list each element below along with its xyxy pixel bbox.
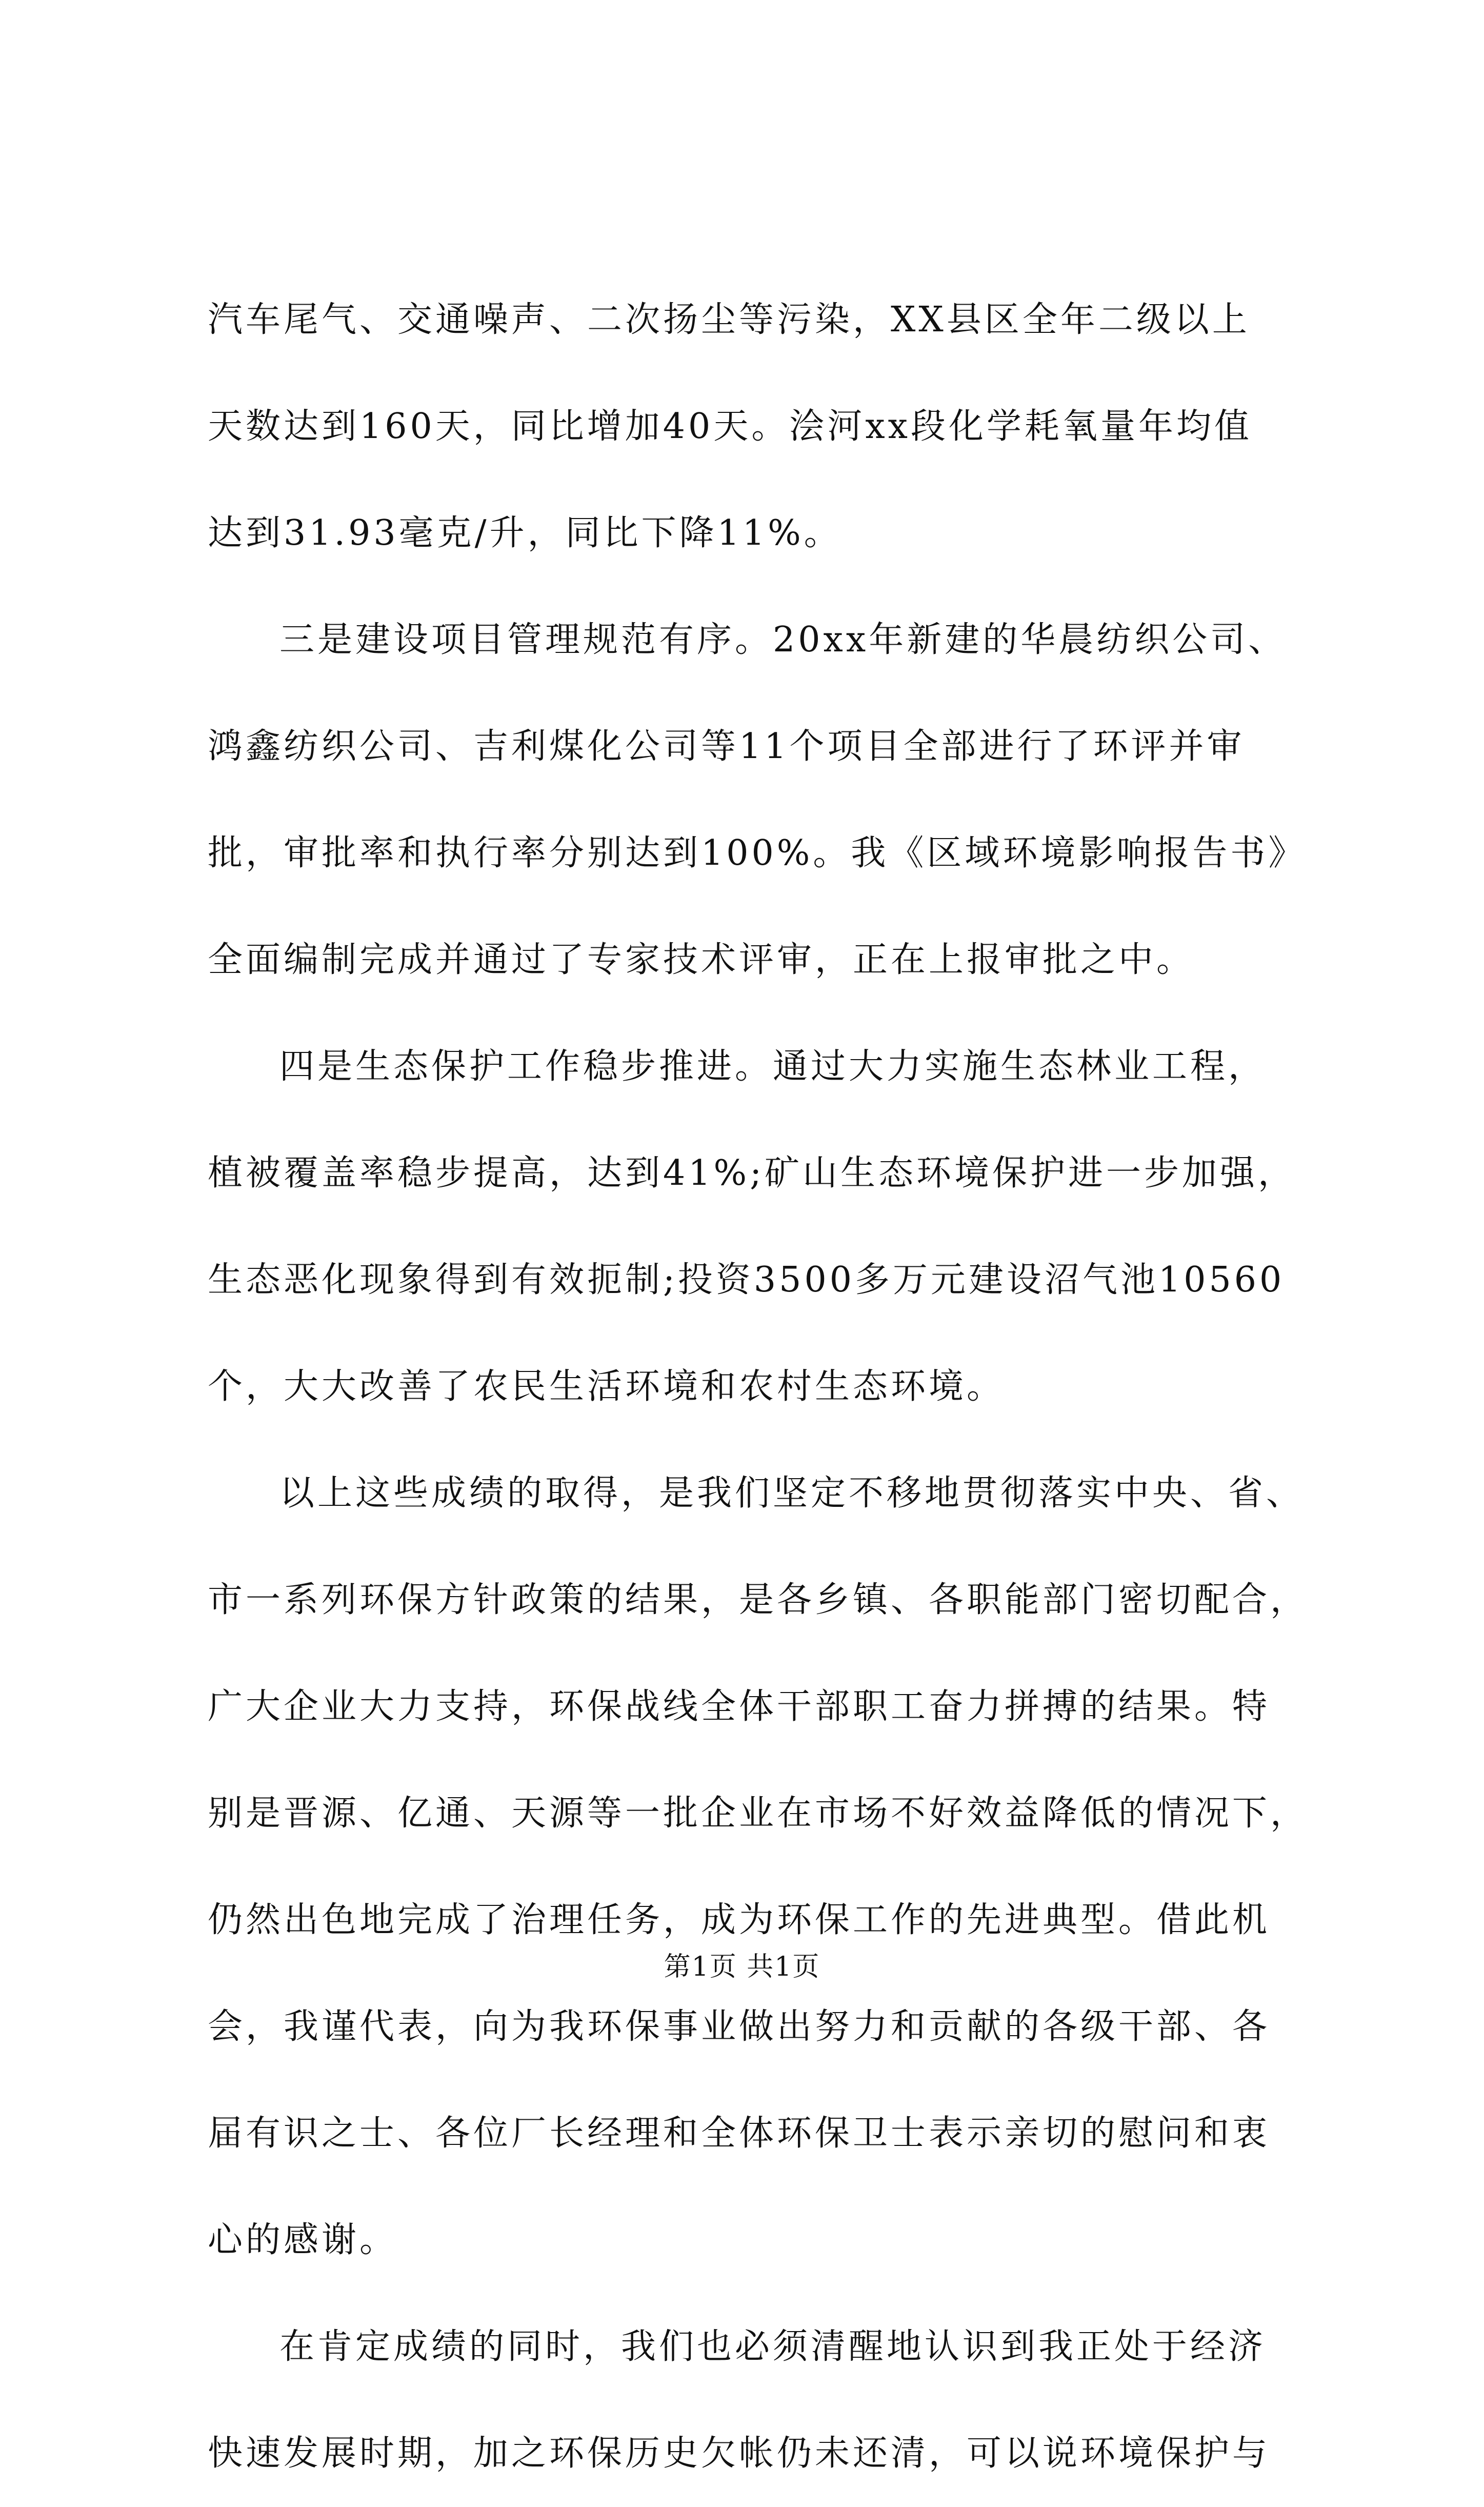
text-line: 达到31.93毫克/升，同比下降11%。 <box>208 513 842 553</box>
page-footer <box>0 1949 1484 1985</box>
page-number-label: 第1页 共1页 <box>664 1952 820 1982</box>
text-line: 市一系列环保方针政策的结果，是各乡镇、各职能部门密切配合， <box>208 1580 1309 1620</box>
paragraph-first-line: 在肯定成绩的同时，我们也必须清醒地认识到我正处于经济 <box>279 2326 1267 2367</box>
text-line: 心的感谢。 <box>208 2220 398 2260</box>
text-line: 快速发展时期，加之环保历史欠帐仍未还清，可以说环境保护与 <box>208 2433 1271 2474</box>
text-line: 汽车尾气、交通噪声、二次扬尘等污染，XX县区全年二级以上 <box>208 300 1250 340</box>
text-line: 届有识之士、各位厂长经理和全体环保卫士表示亲切的慰问和衷 <box>208 2113 1271 2154</box>
document-body <box>208 267 1309 2507</box>
text-line: 会，我谨代表，向为我环保事业做出努力和贡献的各级干部、各 <box>208 2006 1271 2047</box>
text-line: 批，审批率和执行率分别达到100%。我《区域环境影响报告书》 <box>208 833 1307 873</box>
text-line: 生态恶化现象得到有效扼制;投资3500多万元建设沼气池10560 <box>208 1260 1285 1300</box>
text-line: 鸿鑫纺织公司、吉利煤化公司等11个项目全部进行了环评并审 <box>208 726 1245 767</box>
text-line: 全面编制完成并通过了专家技术评审，正在上报审批之中。 <box>208 940 1195 980</box>
text-line: 仍然出色地完成了治理任务，成为环保工作的先进典型。借此机 <box>208 1900 1271 1940</box>
paragraph-first-line: 四是生态保护工作稳步推进。通过大力实施生态林业工程， <box>279 1046 1267 1087</box>
paragraph-first-line: 三是建设项目管理规范有序。20xx年新建的华晨纺织公司、 <box>279 620 1287 660</box>
text-line: 个，大大改善了农民生活环境和农村生态环境。 <box>208 1366 1005 1407</box>
text-line: 天数达到160天，同比增加40天。浍河xx段化学耗氧量年均值 <box>208 406 1253 447</box>
paragraph-first-line: 以上这些成绩的取得，是我们坚定不移地贯彻落实中央、省、 <box>279 1473 1305 1514</box>
text-line: 别是晋源、亿通、天源等一批企业在市场不好效益降低的情况下， <box>208 1793 1309 1834</box>
text-line: 植被覆盖率稳步提高，达到41%;矿山生态环境保护进一步加强， <box>208 1153 1296 1193</box>
text-line: 广大企业大力支持，环保战线全体干部职工奋力拼搏的结果。特 <box>208 1686 1271 1727</box>
